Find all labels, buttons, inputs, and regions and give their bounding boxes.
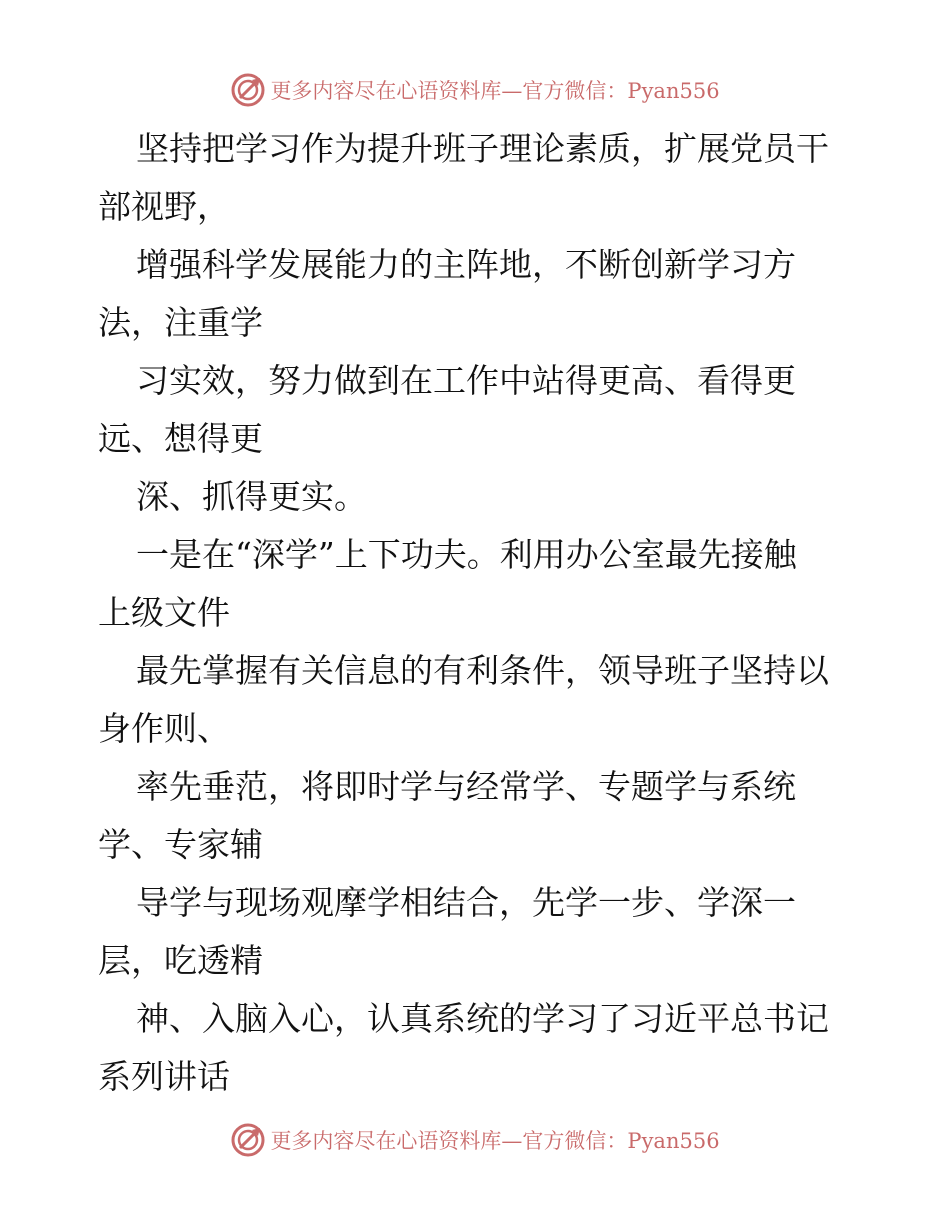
text-line: 部视野， [98,187,230,226]
text-line: 增强科学发展能力的主阵地，不断创新学习方 [136,245,796,284]
header-banner [0,70,950,110]
brand-logo-icon [230,1122,266,1158]
brand-logo-icon [230,72,266,108]
footer-banner-text: 更多内容尽在心语资料库—官方微信：Pyan556 [270,1129,720,1153]
text-line: 法，注重学 [98,303,263,342]
text-line: 习实效，努力做到在工作中站得更高、看得更 [136,361,796,400]
text-line: 层，吃透精 [98,941,263,980]
text-line: 身作则、 [98,709,230,748]
body-text [98,120,878,1106]
header-banner-text: 更多内容尽在心语资料库—官方微信：Pyan556 [270,79,720,103]
text-line: 深、抓得更实。 [136,477,367,516]
text-line: 坚持把学习作为提升班子理论素质，扩展党员干 [136,129,829,168]
text-line: 神、入脑入心，认真系统的学习了习近平总书记 [136,999,829,1038]
text-line: 远、想得更 [98,419,263,458]
text-line: 一是在“深学”上下功夫。利用办公室最先接触 [136,535,797,574]
text-line: 最先掌握有关信息的有利条件，领导班子坚持以 [136,651,829,690]
text-line: 导学与现场观摩学相结合，先学一步、学深一 [136,883,796,922]
text-line: 率先垂范，将即时学与经常学、专题学与系统 [136,767,796,806]
text-line: 学、专家辅 [98,825,263,864]
text-line: 上级文件 [98,593,230,632]
text-line: 系列讲话 [98,1057,230,1096]
footer-banner [0,1120,950,1160]
